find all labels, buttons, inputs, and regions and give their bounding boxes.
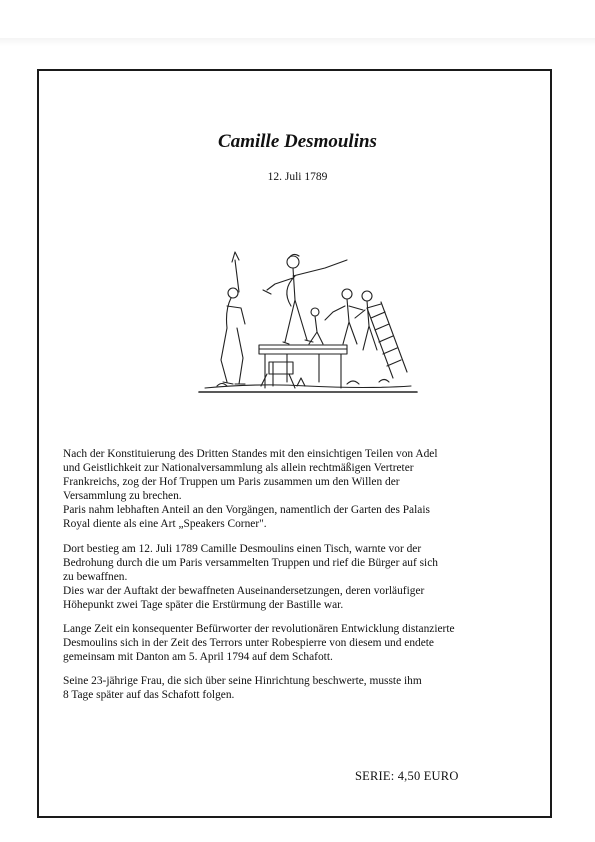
text-line: Nach der Konstituierung des Dritten Standes mit den einsichtigen Teilen von Adel [63, 448, 438, 460]
paragraph [63, 674, 543, 702]
text-line: Versammlung zu brechen. [63, 490, 182, 503]
page-title: Camille Desmoulins [218, 131, 377, 152]
text-line: Royal diente als eine Art „Speakers Corner". [63, 518, 267, 531]
text-line: Paris nahm lebhaften Anteil an den Vorgängen, namentlich der Garten des Palais [63, 504, 430, 517]
text-line: Höhepunkt zwei Tage später die Erstürmung der Bastille war. [63, 598, 344, 611]
paragraph [63, 542, 543, 612]
text-line: Bedrohung durch die um Paris versammelten Truppen und rief die Bürger auf sich [63, 556, 438, 569]
text-line: Frankreichs, zog der Hof Truppen um Paris zusammen um den Willen der [63, 476, 400, 489]
text-line: 8 Tage später auf das Schafott folgen. [63, 689, 235, 702]
price-label: SERIE: 4,50 EURO [355, 769, 459, 783]
revolutionary-scene-illustration [197, 250, 419, 400]
text-line: Desmoulins sich in der Zeit des Terrors unter Robespierre von diesem und endete [63, 637, 434, 650]
paragraph [63, 622, 543, 664]
scan-top-edge [0, 38, 595, 46]
date-line: 12. Juli 1789 [267, 171, 328, 183]
text-line: Dort bestieg am 12. Juli 1789 Camille Desmoulins einen Tisch, warnte vor der [63, 542, 422, 555]
text-line: gemeinsam mit Danton am 5. April 1794 auf dem Schafott. [63, 651, 333, 664]
text-line: Seine 23-jährige Frau, die sich über seine Hinrichtung beschwerte, musste ihm [63, 675, 422, 688]
text-line: und Geistlichkeit zur Nationalversammlung als allein rechtmäßigen Vertreter [63, 462, 414, 475]
text-line: Lange Zeit ein konsequenter Befürworter der revolutionären Entwicklung distanzierte [63, 623, 455, 636]
body-text [63, 447, 543, 713]
text-line: zu bewaffnen. [63, 570, 128, 583]
text-line: Dies war der Auftakt der bewaffneten Auseinandersetzungen, deren vorläufiger [63, 584, 425, 597]
paragraph [63, 447, 543, 532]
